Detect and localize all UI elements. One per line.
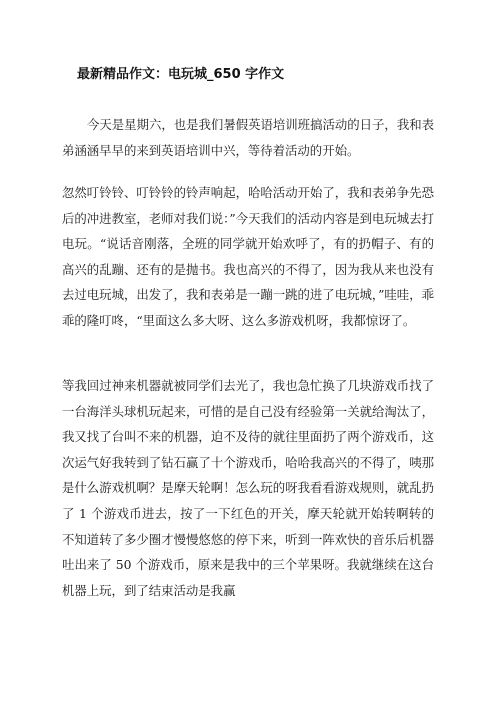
paragraph-3: 等我回过神来机器就被同学们去光了，我也急忙换了几块游戏币找了一台海洋头球机玩起来，可惜的是自己没有经验第一关就给淘汰了，我又找了台叫不来的机器，迫不及待的就往里面扔了两个游戏币，这次运气好我转到了钻石赢了十个游戏币，哈哈我高兴的不得了，咦那是什么游戏机啊？是摩天轮啊！怎么玩的呀我看看游戏规则，就乱扔了 1 个游戏币进去，按了一下红色的开关，摩天轮就开始转啊转的不知道转了多少圈才慢慢悠悠的停下来，听到一阵欢快的音乐后机器吐出来了 50 个游戏币，原来是我中的三个苹果呀。我就继续在这台机器上玩，到了结束活动是我赢 — [62, 378, 434, 598]
document-title: 最新精品作文：电玩城_650 字作文 — [77, 67, 285, 82]
paragraph-2: 忽然叮铃铃、叮铃铃的铃声响起，哈哈活动开始了，我和表弟争先恐后的冲进教室，老师对我们说：”今天我们的活动内容是到电玩城去打电玩。“说话音刚落，全班的同学就开始欢呼了，有的扔帽子、有的高兴的乱蹦、还有的是抛书。我也高兴的不得了，因为我从来也没有去过电玩城，出发了，我和表弟是一蹦一跳的进了电玩城，”哇哇，乖乖的隆叮咚，“里面这么多大呀、这么多游戏机呀，我都惊讶了。 — [62, 185, 434, 328]
paragraph-1: 今天是星期六，也是我们暑假英语培训班搞活动的日子，我和表弟涵涵早早的来到英语培训中兴，等待着活动的开始。 — [62, 117, 434, 158]
